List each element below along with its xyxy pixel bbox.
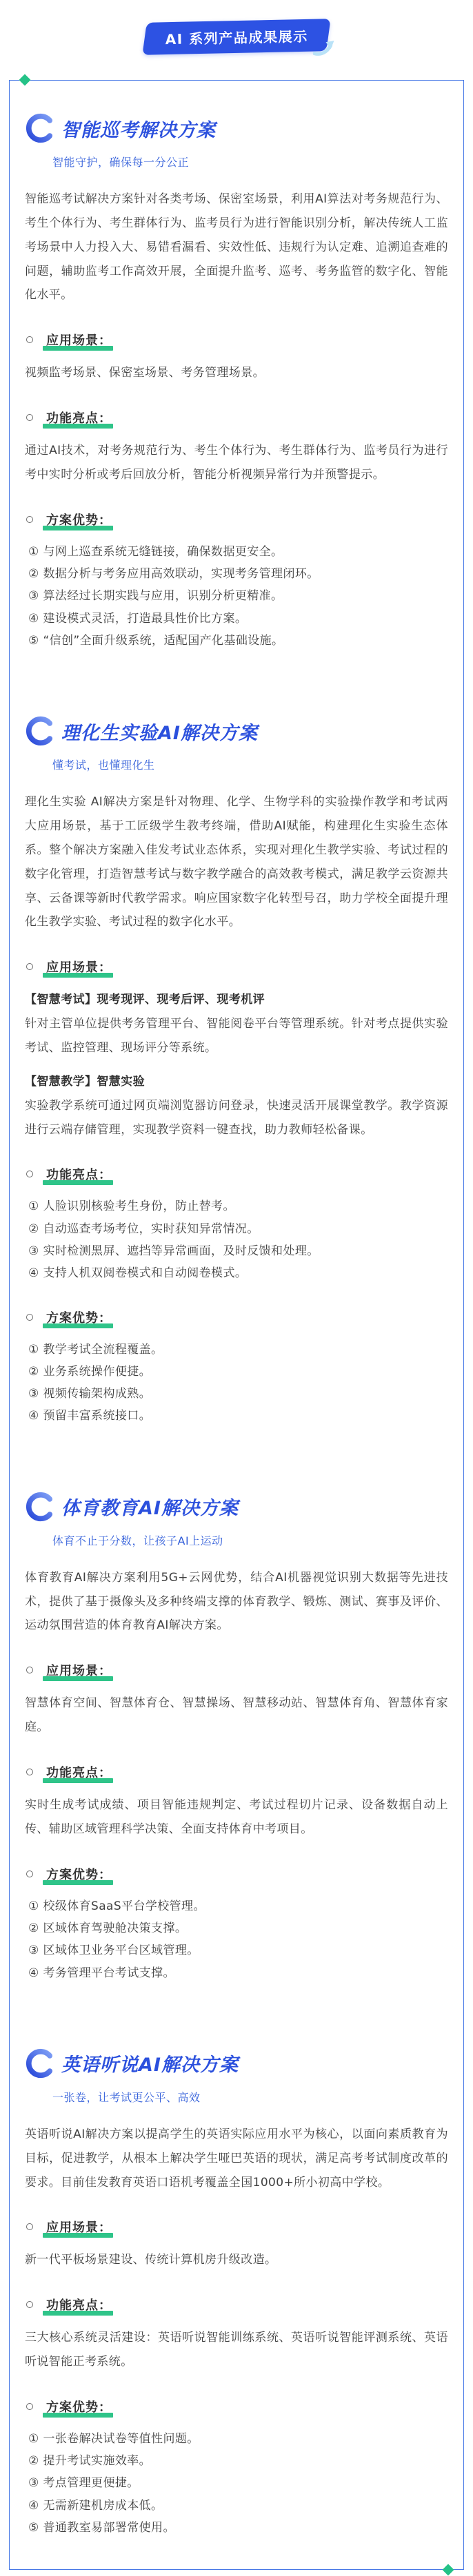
arrow-up-right-icon [313,40,336,57]
section-title: 理化生实验AI解决方案 [61,722,258,744]
block-subhead: 【智慧考试】现考现评、现考后评、现考机评 [25,993,265,1007]
section-title-row [25,1491,448,1523]
list-item: ③ 算法经过长期实践与应用，识别分析更精准。 [28,589,283,604]
section-block [25,958,448,1142]
block-heading: 功能亮点： [46,1763,112,1781]
list-item: ⑤ 普通教室易部署常使用。 [28,2521,175,2535]
block-subhead: 【智慧教学】智慧实验 [25,1074,145,1089]
block-paragraph: 视频监考场景、保密室场景、考务管理场景。 [25,366,265,380]
block-heading-row [25,331,448,349]
block-content [25,1339,448,1428]
list-item: ① 与网上巡查系统无缝链接，确保数据更安全。 [28,544,283,559]
section-intro: 理化生实验 AI解决方案是针对物理、化学、生物学科的实验操作教学和考试两大应用场景，基于工匠级学生教考终端，借助AI赋能，构建理化生实验生态体系。整个解决方案融入佳发考试业态体系，实现对理化生教学实验、考试过程的数字化管理，打造智慧考试与数字教学融合的高效教考模式，满足教学云资源共享、云备课等新时代教学需求。响应国家数字化转型号召，助力学校全面提升理化生教学实验、考试过程的数字化水平。 [25,795,448,929]
block-content [25,1895,448,1984]
list-item: ③ 考点管理更便捷。 [28,2476,139,2491]
section-block [25,1763,448,1842]
block-heading-row [25,1763,448,1781]
section-title: 英语听说AI解决方案 [61,2054,239,2077]
block-heading: 应用场景： [46,958,112,976]
page-header [0,0,473,52]
block-content [25,2428,448,2539]
block-paragraph: 针对主管单位提供考务管理平台、智能阅卷平台等管理系统。针对考点提供实验考试、监控管理、现场评分等系统。 [25,1017,448,1055]
block-content [25,1691,448,1740]
solution-section-2 [25,715,448,1428]
c-arc-icon [25,715,57,747]
block-paragraph: 智慧体育空间、智慧体育仓、智慧操场、智慧移动站、智慧体育角、智慧体育家庭。 [25,1696,448,1735]
list-item: ③ 区域体卫业务平台区域管理。 [28,1944,199,1958]
block-heading: 功能亮点： [46,409,112,426]
block-paragraph: 实时生成考试成绩、项目智能违规判定、考试过程切片记录、设备数据自动上传、辅助区域管理科学决策、全面支持体育中考项目。 [25,1797,448,1836]
section-block [25,409,448,487]
open-circle-icon [26,1769,33,1775]
list-item: ① 校级体育SaaS平台学校管理。 [28,1899,205,1913]
block-heading-row [25,1165,448,1183]
header-badge [142,19,331,55]
open-circle-icon [26,2223,33,2230]
list-item: ① 一张卷解决试卷等值性问题。 [28,2431,199,2446]
list-item: ⑤ “信创”全面升级系统，适配国产化基础设施。 [28,633,284,648]
content-frame [9,80,464,2570]
solution-section-1 [25,112,448,652]
section-title: 智能巡考解决方案 [61,119,216,141]
block-heading-row [25,2398,448,2415]
block-paragraph: 实验教学系统可通过网页端浏览器访问登录，快速灵活开展课堂教学。教学资源进行云端存储管理，实现教学资料一键查找，助力教师轻松备课。 [25,1098,448,1137]
section-block [25,331,448,385]
block-content [25,2248,448,2272]
open-circle-icon [26,2301,33,2308]
block-heading-row [25,958,448,976]
block-paragraph: 通过AI技术，对考务规范行为、考生个体行为、考生群体行为、监考员行为进行考中实时分析或考后回放分析，智能分析视频异常行为并预警提示。 [25,444,448,482]
block-content [25,1793,448,1842]
list-item: ③ 实时检测黑屏、遮挡等异常画面，及时反馈和处理。 [28,1244,319,1258]
list-item: ① 教学考试全流程覆盖。 [28,1342,163,1357]
open-circle-icon [26,2403,33,2410]
block-paragraph: 新一代平板场景建设、传统计算机房升级改造。 [25,2253,277,2267]
diamond-icon [19,74,31,86]
page-title: AI 系列产品成果展示 [165,28,308,48]
block-heading-row [25,409,448,426]
list-item: ② 提升考试实施效率。 [28,2454,152,2469]
section-subtitle: 智能守护，确保每一分公正 [52,156,190,169]
list-item: ③ 视频传输架构成熟。 [28,1387,152,1401]
block-heading: 方案优势： [46,1865,112,1883]
block-content [25,541,448,652]
section-block [25,1661,448,1740]
list-item: ④ 建设模式灵活，打造最具性价比方案。 [28,611,248,626]
block-heading: 方案优势： [46,1308,112,1326]
block-heading: 方案优势： [46,511,112,528]
section-subtitle: 一张卷，让考试更公平、高效 [52,2090,201,2104]
diamond-icon [443,2564,454,2576]
block-heading: 功能亮点： [46,2296,112,2314]
open-circle-icon [26,963,33,970]
section-title: 体育教育AI解决方案 [61,1498,239,1520]
open-circle-icon [26,1871,33,1877]
block-content [25,1195,448,1284]
solution-section-3 [25,1491,448,1984]
block-heading-row [25,2296,448,2314]
block-content [25,988,448,1142]
list-item: ② 区域体育驾驶舱决策支撑。 [28,1921,188,1935]
section-title-row [25,2048,448,2079]
list-item: ④ 支持人机双阅卷模式和自动阅卷模式。 [28,1266,248,1281]
list-item: ① 人脸识别核验考生身份，防止替考。 [28,1199,235,1214]
open-circle-icon [26,1314,33,1321]
section-block [25,1865,448,1984]
c-arc-icon [25,1491,57,1523]
block-paragraph: 三大核心系统灵活建设：英语听说智能训练系统、英语听说智能评测系统、英语听说智能正考系统。 [25,2331,448,2369]
c-arc-icon [25,2048,57,2079]
block-heading-row [25,1308,448,1326]
section-block [25,2296,448,2374]
open-circle-icon [26,1667,33,1673]
list-item: ② 业务系统操作便捷。 [28,1364,152,1379]
c-arc-icon [25,112,57,144]
section-intro: 英语听说AI解决方案以提高学生的英语实际应用水平为核心，以面向素质教育为目标，促进教学，从根本上解决学生哑巴英语的现状，满足高考考试制度改革的要求。目前佳发教育英语口语机考覆盖全国1000+所小初高中学校。 [25,2127,448,2189]
section-title-row [25,715,448,747]
section-block [25,511,448,652]
section-block [25,1308,448,1428]
section-block [25,1165,448,1284]
sections-container [25,112,448,2539]
section-block [25,2218,448,2272]
list-item: ④ 考务管理平台考试支撑。 [28,1966,175,1980]
block-heading-row [25,1865,448,1883]
block-heading-row [25,1661,448,1679]
solution-section-4 [25,2048,448,2539]
list-item: ④ 无需新建机房成本低。 [28,2498,163,2513]
block-content [25,2326,448,2374]
block-heading: 功能亮点： [46,1165,112,1183]
block-heading-row [25,511,448,528]
open-circle-icon [26,336,33,343]
section-block [25,2398,448,2539]
block-content [25,361,448,385]
section-subtitle: 体育不止于分数，让孩子AI上运动 [52,1534,223,1547]
block-heading: 应用场景： [46,2218,112,2236]
list-item: ② 自动巡查考场考位，实时获知异常情况。 [28,1222,259,1236]
block-heading: 应用场景： [46,331,112,349]
open-circle-icon [26,516,33,523]
section-subtitle: 懂考试，也懂理化生 [52,759,155,772]
list-item: ② 数据分析与考务应用高效联动，实现考务管理闭环。 [28,567,319,581]
section-title-row [25,112,448,144]
open-circle-icon [26,414,33,421]
list-item: ④ 预留丰富系统接口。 [28,1409,152,1423]
block-heading: 应用场景： [46,1661,112,1679]
section-intro: 智能巡考试解决方案针对各类考场、保密室场景，利用AI算法对考务规范行为、考生个体行为、考生群体行为、监考员行为进行智能识别分析，解决传统人工监考场景中人力投入大、易错看漏看、实效性低、违规行为认定难、追溯追查难的问题，辅助监考工作高效开展，全面提升监考、巡考、考务监管的数字化、智能化水平。 [25,192,448,302]
block-content [25,439,448,487]
section-intro: 体育教育AI解决方案利用5G+云网优势，结合AI机器视觉识别大数据等先进技术，提供了基于摄像头及多种终端支撑的体育教学、锻炼、测试、赛事及评价、运动氛围营造的体育教育AI解决方案。 [25,1570,448,1633]
open-circle-icon [26,1171,33,1177]
block-heading: 方案优势： [46,2398,112,2415]
block-heading-row [25,2218,448,2236]
